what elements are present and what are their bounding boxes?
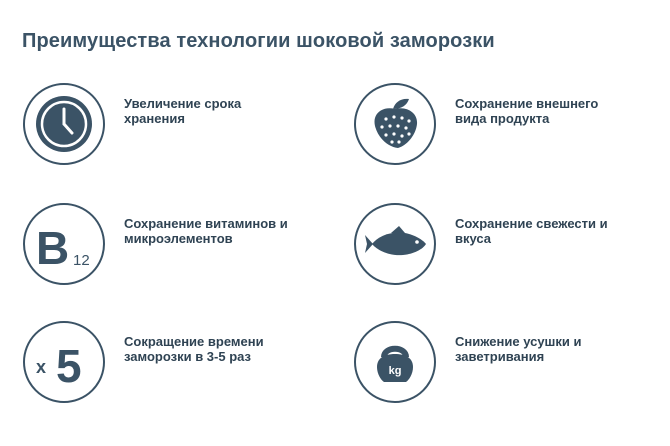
times-five-icon: [22, 320, 106, 404]
vitamin-b12-icon: [22, 202, 106, 286]
benefit-label: Сохранение внешнего вида продукта: [455, 96, 599, 126]
twelve-subscript: 12: [73, 252, 90, 269]
b-letter: B: [36, 222, 70, 274]
clock-icon: [22, 82, 106, 166]
benefit-item-vitamins: [22, 202, 342, 292]
fish-icon: [353, 202, 437, 286]
x-letter: x: [36, 357, 47, 377]
benefit-label: Сохранение свежести и вкуса: [455, 216, 608, 246]
kg-text: kg: [388, 365, 402, 377]
benefit-label: Сохранение витаминов и микроэлементов: [124, 216, 288, 246]
benefit-item-shrinkage: [353, 320, 670, 410]
page-title: Преимущества технологии шоковой заморозки: [22, 30, 495, 52]
strawberry-icon: [353, 82, 437, 166]
benefit-label: Увеличение срока хранения: [124, 96, 242, 126]
benefit-item-time: [22, 320, 342, 410]
kettlebell-icon: [353, 320, 437, 404]
benefit-item-storage: [22, 82, 342, 172]
benefit-item-freshness: [353, 202, 670, 292]
five-digit: 5: [56, 340, 82, 392]
benefit-label: Сокращение времени заморозки в 3-5 раз: [124, 334, 264, 364]
benefit-item-appearance: [353, 82, 670, 172]
benefit-label: Снижение усушки и заветривания: [455, 334, 582, 364]
